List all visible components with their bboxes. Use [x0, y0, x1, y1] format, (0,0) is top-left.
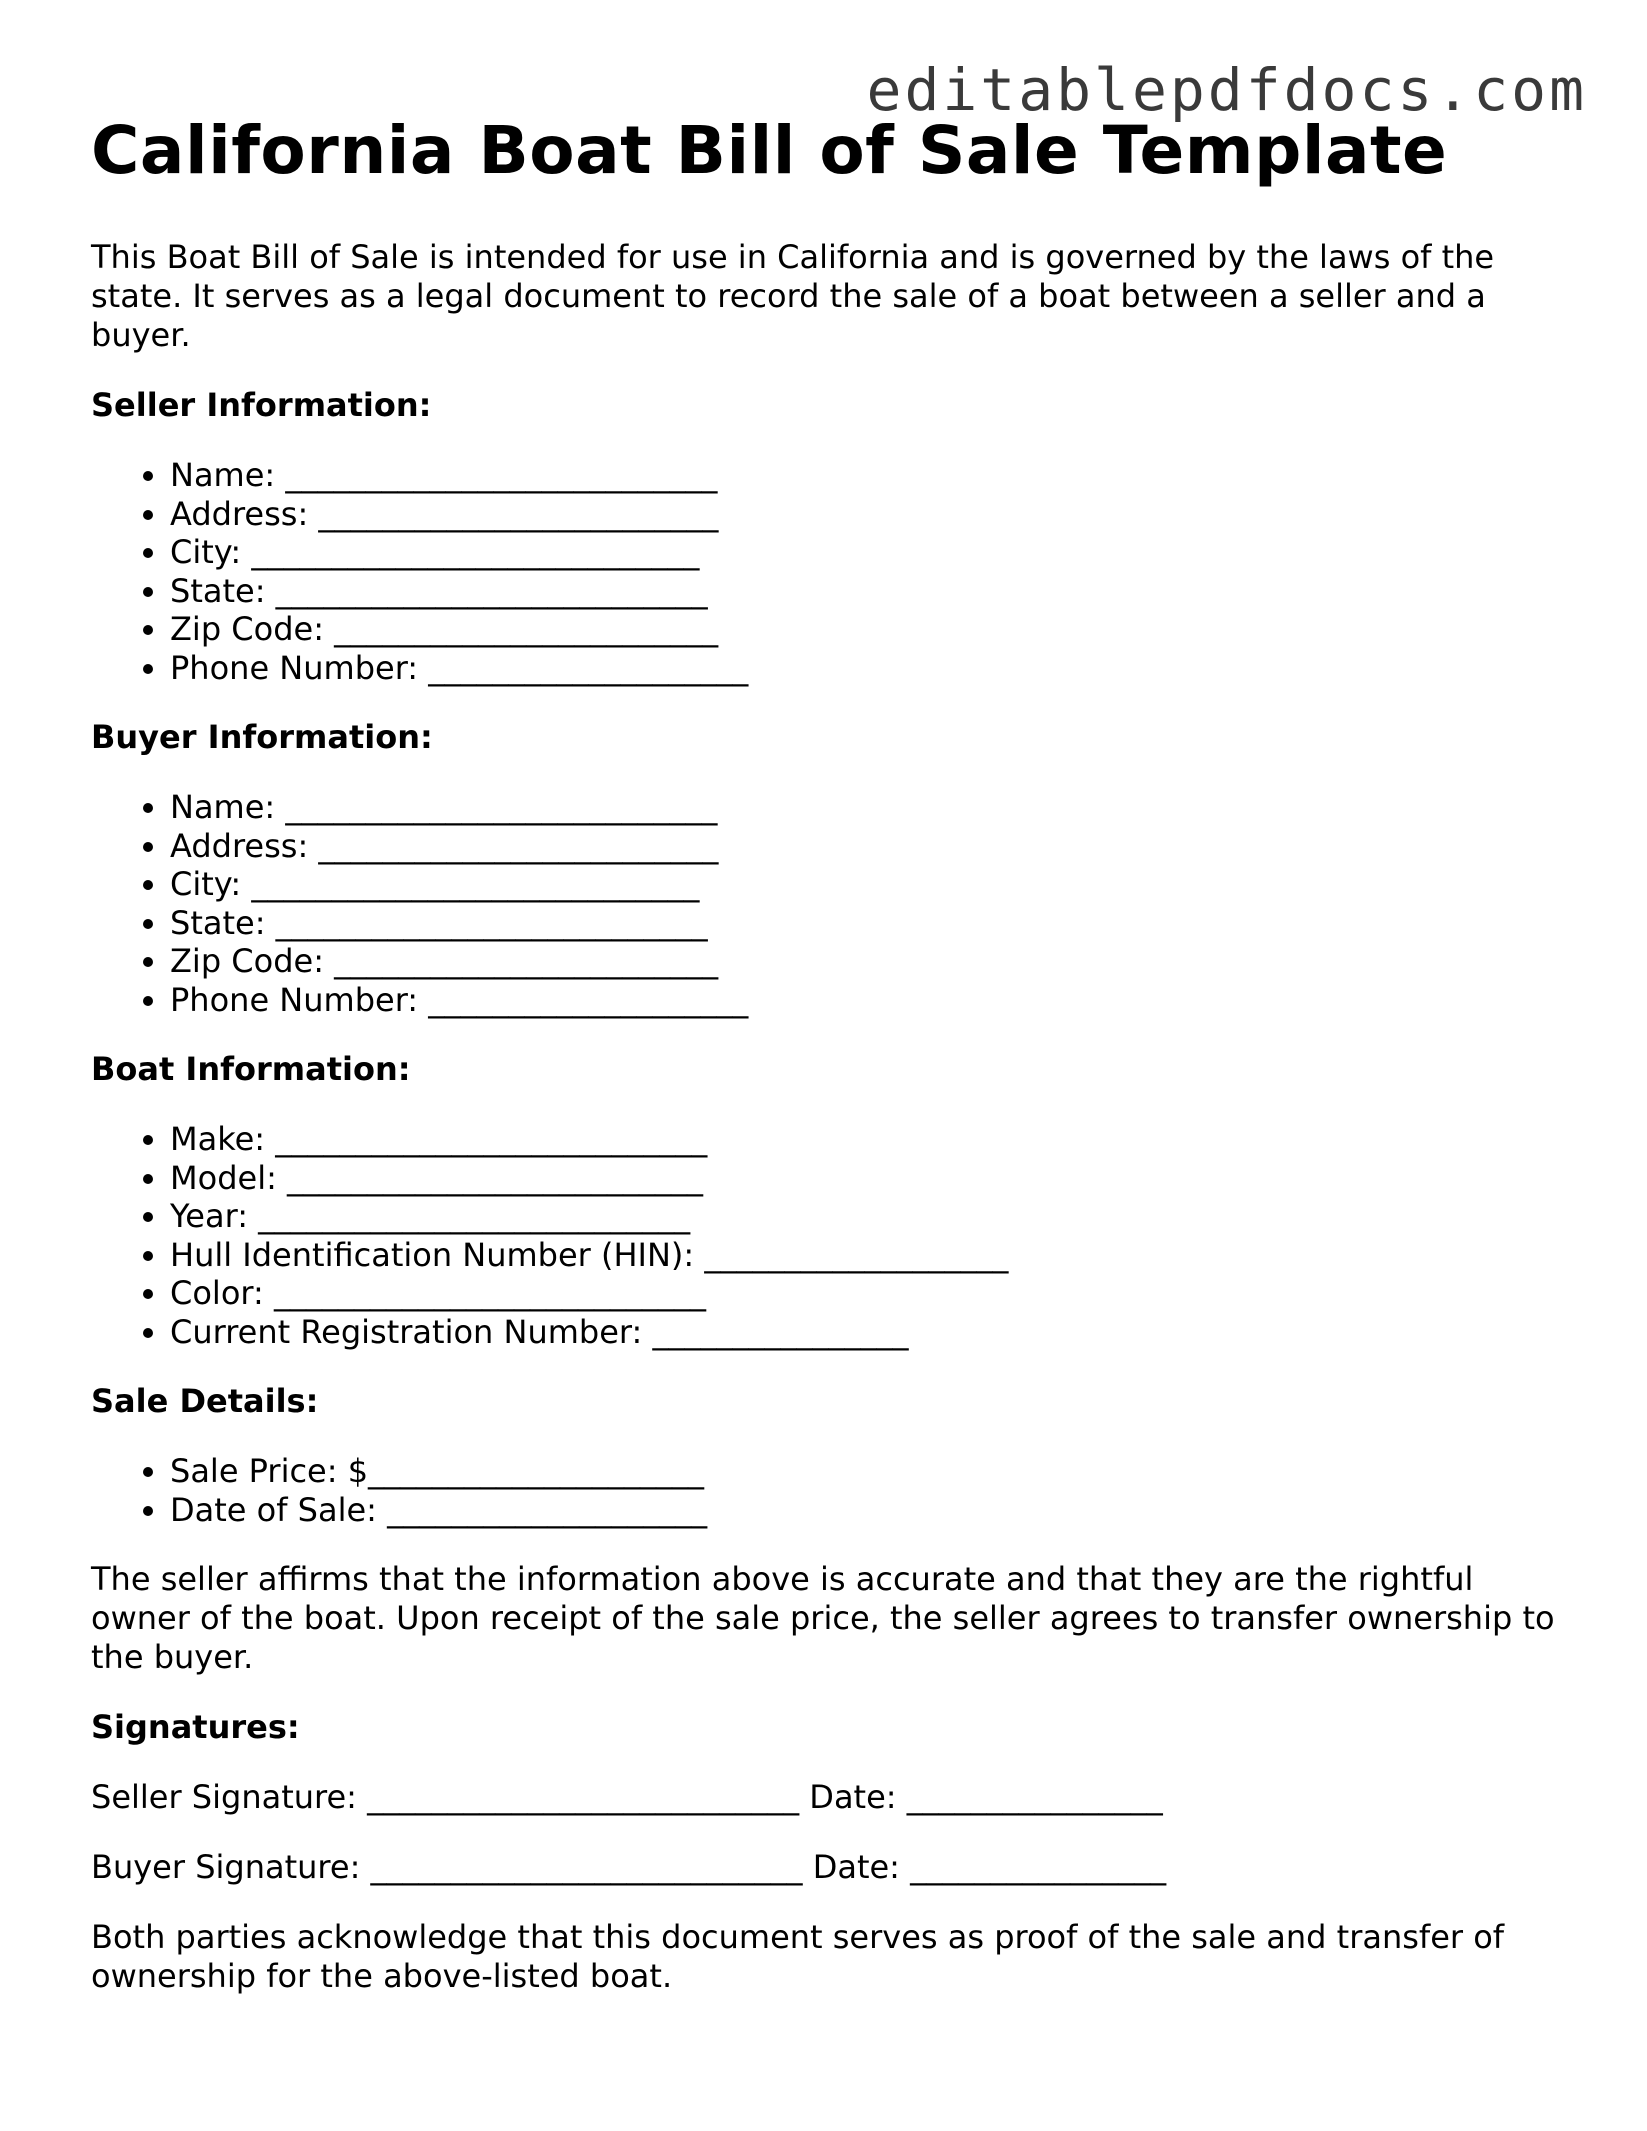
seller-address-field[interactable]: • Address: _________________________ — [170, 495, 1561, 534]
seller-fields-list — [91, 456, 1561, 687]
seller-zip-field[interactable]: • Zip Code: ________________________ — [170, 610, 1561, 649]
buyer-state-field[interactable]: • State: ___________________________ — [170, 904, 1561, 943]
boat-year-field[interactable]: • Year: ___________________________ — [170, 1197, 1561, 1236]
intro-paragraph: This Boat Bill of Sale is intended for use in California and is governed by the laws of the state. It serves as a legal document to record the sale of a boat between a seller and a buyer. — [91, 238, 1495, 354]
boat-fields-list — [91, 1120, 1561, 1351]
seller-signature-line[interactable]: Seller Signature: ___________________________ Date: ________________ — [91, 1778, 1163, 1816]
sale-date-field[interactable]: • Date of Sale: ____________________ — [170, 1491, 1561, 1530]
document-body — [91, 110, 1561, 1996]
sale-fields-list — [91, 1452, 1561, 1529]
buyer-name-field[interactable]: • Name: ___________________________ — [170, 788, 1561, 827]
closing-paragraph: Both parties acknowledge that this document serves as proof of the sale and transfer of ownership for the above-listed boat. — [91, 1918, 1505, 1995]
buyer-fields-list — [91, 788, 1561, 1019]
boat-hin-field[interactable]: • Hull Identification Number (HIN): ___________________ — [170, 1236, 1561, 1275]
buyer-signature-line[interactable]: Buyer Signature: ___________________________ Date: ________________ — [91, 1848, 1167, 1886]
seller-name-field[interactable]: • Name: ___________________________ — [170, 456, 1561, 495]
seller-section-heading: Seller Information: — [91, 386, 432, 424]
boat-section-heading: Boat Information: — [91, 1050, 411, 1088]
buyer-zip-field[interactable]: • Zip Code: ________________________ — [170, 942, 1561, 981]
affirmation-paragraph: The seller affirms that the information above is accurate and that they are the rightful owner of the boat. Upon receipt of the sale price, the seller agrees to transfer ownership to the buyer. — [91, 1560, 1555, 1676]
boat-model-field[interactable]: • Model: __________________________ — [170, 1159, 1561, 1198]
buyer-address-field[interactable]: • Address: _________________________ — [170, 827, 1561, 866]
seller-state-field[interactable]: • State: ___________________________ — [170, 572, 1561, 611]
seller-city-field[interactable]: • City: ____________________________ — [170, 533, 1561, 572]
buyer-city-field[interactable]: • City: ____________________________ — [170, 865, 1561, 904]
buyer-section-heading: Buyer Information: — [91, 718, 433, 756]
signatures-section-heading: Signatures: — [91, 1708, 300, 1746]
buyer-phone-field[interactable]: • Phone Number: ____________________ — [170, 981, 1561, 1020]
sale-price-field[interactable]: • Sale Price: $_____________________ — [170, 1452, 1561, 1491]
boat-make-field[interactable]: • Make: ___________________________ — [170, 1120, 1561, 1159]
boat-color-field[interactable]: • Color: ___________________________ — [170, 1274, 1561, 1313]
document-title: California Boat Bill of Sale Template — [91, 112, 1448, 189]
sale-section-heading: Sale Details: — [91, 1382, 319, 1420]
boat-registration-field[interactable]: • Current Registration Number: ________________ — [170, 1313, 1561, 1352]
watermark: editablepdfdocs.com — [866, 56, 1587, 124]
seller-phone-field[interactable]: • Phone Number: ____________________ — [170, 649, 1561, 688]
